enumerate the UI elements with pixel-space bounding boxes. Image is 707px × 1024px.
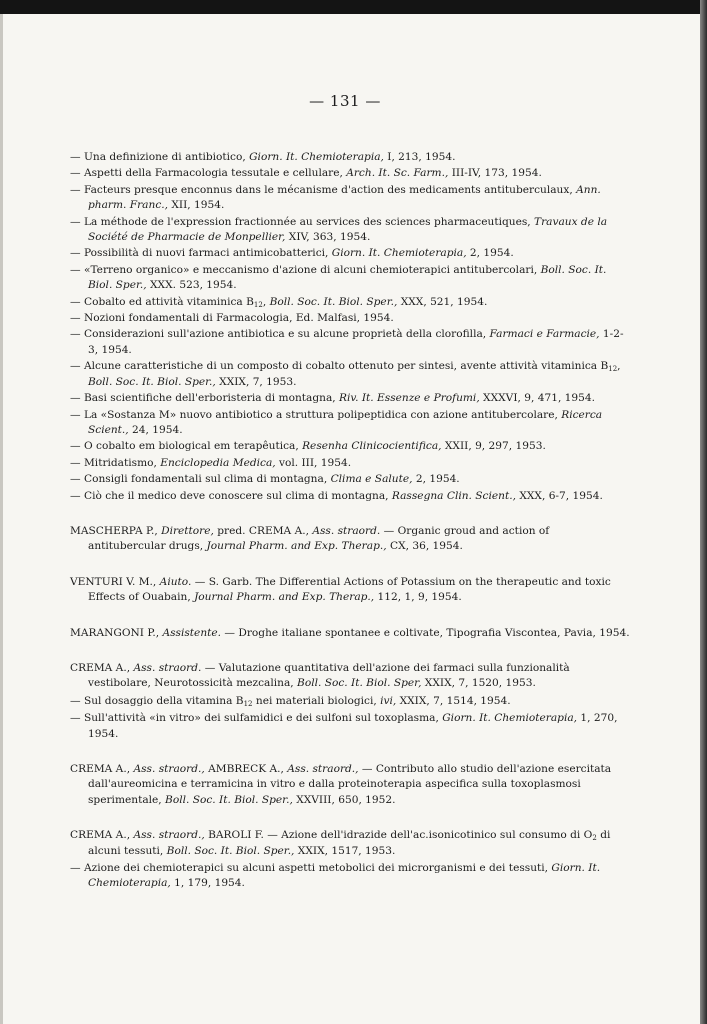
citation-text: — Consigli fondamentali sul clima di montagna, xyxy=(70,473,331,486)
journal-title: Riv. It. Essenze e Profumi, xyxy=(339,392,480,405)
journal-title: Ass. straord., xyxy=(133,829,205,842)
citation-text: XXXVI, 9, 471, 1954. xyxy=(479,392,596,405)
citation-entry xyxy=(70,359,630,390)
citation-text: XXIX, 1517, 1953. xyxy=(294,844,396,857)
citation-text: — Sul dosaggio della vitamina B xyxy=(70,694,244,707)
citation-entry xyxy=(70,391,630,406)
citation-entry xyxy=(70,166,630,181)
subscript: 12 xyxy=(243,699,253,708)
citation-text: XII, 1954. xyxy=(168,199,225,212)
bibliography xyxy=(70,150,630,894)
citation-entry xyxy=(70,711,630,742)
journal-title: Assistente. xyxy=(162,626,222,639)
citation-text: — Sull'attività «in vitro» dei sulfamidici e dei sulfoni sul toxoplasma, xyxy=(70,712,443,725)
citation-text: 1, 179, 1954. xyxy=(170,877,245,890)
citation-entry xyxy=(70,327,630,358)
citation-text: — S. Garb. The Differential Actions of Potassium on the therapeutic and toxic Effects of Ouabain, xyxy=(88,575,611,604)
citation-entry xyxy=(70,762,630,808)
journal-title: Aiuto. xyxy=(159,575,192,588)
citation-entry xyxy=(70,575,630,606)
citation-text: — La méthode de l'expression fractionnée au services des sciences pharmaceutiques, xyxy=(70,215,535,228)
citation-text: — Organic groud and action of antitubercular drugs, xyxy=(88,524,550,553)
citation-text: I, 213, 1954. xyxy=(383,151,456,163)
citation-text: — Cobalto ed attività vitaminica B xyxy=(70,295,254,308)
author-section xyxy=(70,828,630,892)
journal-title: Journal Pharm. and Exp. Therap., xyxy=(194,591,375,604)
citation-text: vol. III, 1954. xyxy=(275,456,352,469)
journal-title: Giorn. It. Chemioterapia, xyxy=(331,247,467,260)
journal-title: ivi, xyxy=(380,694,397,707)
citation-entry xyxy=(70,246,630,261)
citation-text: XIV, 363, 1954. xyxy=(285,231,371,244)
citation-text: AMBRECK A., xyxy=(204,763,288,775)
citation-text: — Azione dei chemioterapici su alcuni aspetti metobolici dei microrganismi e dei tessuti, xyxy=(70,862,552,875)
citation-entry xyxy=(70,295,630,310)
scan-border-top xyxy=(0,0,707,14)
journal-title: Boll. Soc. It. Biol. Sper, xyxy=(297,677,422,690)
citation-text: XXIX, 7, 1514, 1954. xyxy=(396,694,511,707)
citation-text: XXVIII, 650, 1952. xyxy=(292,793,396,806)
citation-text: 2, 1954. xyxy=(466,247,514,260)
intro-publication-list xyxy=(70,150,630,504)
journal-title: Journal Pharm. and Exp. Therap., xyxy=(206,540,387,553)
journal-title: Farmaci e Farmacie, xyxy=(489,328,600,341)
author-section xyxy=(70,524,630,555)
author-sections xyxy=(70,524,630,892)
citation-text: XXII, 9, 297, 1953. xyxy=(441,440,546,453)
scan-border-left xyxy=(0,14,3,1024)
citation-text: nei materiali biologici, xyxy=(252,694,381,707)
journal-title: Boll. Soc. It. Biol. Sper., xyxy=(165,793,293,806)
page-number: — 131 — xyxy=(309,92,381,110)
citation-text: XXX, 521, 1954. xyxy=(397,295,488,308)
citation-text: XXIX, 7, 1953. xyxy=(215,375,297,388)
author-section xyxy=(70,626,630,641)
citation-text: — Aspetti della Farmacologia tessutale e cellulare, xyxy=(70,167,347,180)
journal-title: Giorn. It. Chemioterapia, xyxy=(442,712,578,725)
citation-entry xyxy=(70,472,630,487)
citation-entry xyxy=(70,408,630,439)
citation-text: — Facteurs presque enconnus dans le mécanisme d'action des medicaments antituberculaux, xyxy=(70,183,577,196)
citation-text: pred. CREMA A., xyxy=(213,524,313,537)
citation-text: — Ciò che il medico deve conoscere sul clima di montagna, xyxy=(70,489,392,502)
citation-text: — Basi scientifiche dell'erboristeria di montagna, xyxy=(70,392,340,405)
citation-text: — Contributo allo studio dell'azione esercitata dall'aureomicina e terramicina in vitro e dalla proteinoterapia aspecifica sulla toxoplasmosi sperimentale, xyxy=(88,763,612,806)
author-section xyxy=(70,661,630,742)
journal-title: Ricerca Scient., xyxy=(88,408,603,436)
citation-text: — Una definizione di antibiotico, xyxy=(70,151,250,163)
citation-text: VENTURI V. M., xyxy=(70,575,160,588)
citation-text: 1, 270, 1954. xyxy=(88,712,618,740)
citation-entry xyxy=(70,861,630,892)
journal-title: Clima e Salute, xyxy=(330,473,413,486)
citation-text: 112, 1, 9, 1954. xyxy=(374,591,462,604)
citation-text: BAROLI F. — Azione dell'idrazide dell'ac.isonicotinico sul consumo di O xyxy=(204,829,593,842)
citation-entry xyxy=(70,661,630,692)
journal-title: Boll. Soc. It. Biol. Sper., xyxy=(269,295,398,308)
journal-title: Rassegna Clin. Scient., xyxy=(391,489,516,502)
journal-title: Ass. straord., xyxy=(287,763,359,775)
journal-title: Arch. It. Sc. Farm., xyxy=(346,167,449,180)
subscript: 2 xyxy=(592,834,597,843)
citation-text: , xyxy=(262,295,270,308)
journal-title: Ass. straord., xyxy=(133,763,205,775)
citation-text: CX, 36, 1954. xyxy=(386,540,463,553)
citation-entry xyxy=(70,263,630,294)
journal-title: Giorn. It. Chemioterapia, xyxy=(249,151,384,163)
citation-text: MARANGONI P., xyxy=(70,626,163,639)
citation-text: CREMA A., xyxy=(70,763,134,775)
citation-text: CREMA A., xyxy=(70,829,134,842)
citation-text: — Considerazioni sull'azione antibiotica e su alcune proprietà della clorofilla, xyxy=(70,328,490,341)
citation-text: — Mitridatismo, xyxy=(70,456,161,469)
citation-entry xyxy=(70,456,630,471)
citation-text: 2, 1954. xyxy=(412,473,460,486)
journal-title: Boll. Soc. It. Biol. Sper., xyxy=(88,263,607,292)
citation-text: 24, 1954. xyxy=(128,423,183,436)
author-section xyxy=(70,575,630,606)
citation-text: CREMA A., xyxy=(70,661,134,674)
journal-title: Giorn. It. Chemioterapia, xyxy=(88,862,601,890)
author-section xyxy=(70,762,630,808)
citation-text: — Alcune caratteristiche di un composto di cobalto ottenuto per sintesi, avente attività vitaminica B xyxy=(70,360,609,373)
citation-entry xyxy=(70,828,630,859)
journal-title: Ass. straord. xyxy=(133,661,202,674)
citation-entry xyxy=(70,215,630,246)
citation-text: XXIX, 7, 1520, 1953. xyxy=(421,677,536,690)
citation-text: — La «Sostanza M» nuovo antibiotico a struttura polipeptidica con azione antitubercolare, xyxy=(70,408,562,421)
citation-text: — Valutazione quantitativa dell'azione dei farmaci sulla funzionalità vestibolare, Neurotossicità mezcalina, xyxy=(88,661,570,690)
citation-text: III-IV, 173, 1954. xyxy=(448,167,542,180)
citation-text: XXX, 6-7, 1954. xyxy=(515,489,603,502)
citation-text: — O cobalto em biological em terapêutica, xyxy=(70,440,303,453)
citation-entry xyxy=(70,311,630,326)
citation-entry xyxy=(70,694,630,709)
journal-title: Enciclopedia Medica, xyxy=(160,456,276,469)
citation-entry xyxy=(70,489,630,504)
citation-entry xyxy=(70,524,630,555)
journal-title: Boll. Soc. It. Biol. Sper., xyxy=(166,844,295,857)
journal-title: Resenha Clinicocientifica, xyxy=(302,440,442,453)
journal-title: Ass. straord. xyxy=(312,524,381,537)
scan-border-right xyxy=(700,0,707,1024)
citation-text: — «Terreno organico» e meccanismo d'azione di alcuni chemioterapici antitubercolari, xyxy=(70,263,541,276)
journal-title: Boll. Soc. It. Biol. Sper., xyxy=(88,375,216,388)
citation-text: — Possibilità di nuovi farmaci antimicobatterici, xyxy=(70,247,332,260)
journal-title: Direttore, xyxy=(161,524,214,537)
journal-title: Travaux de la Société de Pharmacie de Monpellier, xyxy=(88,215,608,244)
citation-entry xyxy=(70,439,630,454)
citation-text: XXX. 523, 1954. xyxy=(146,279,237,292)
citation-text: 1-2-3, 1954. xyxy=(88,328,624,356)
citation-entry xyxy=(70,150,630,165)
citation-text: , xyxy=(617,360,621,373)
citation-text: — Droghe italiane spontanee e coltivate, Tipografia Viscontea, Pavia, 1954. xyxy=(221,626,630,639)
citation-entry xyxy=(70,626,630,641)
citation-text: — Nozioni fondamentali di Farmacologia, Ed. Malfasi, 1954. xyxy=(70,312,394,325)
subscript: 12 xyxy=(608,365,618,374)
subscript: 12 xyxy=(253,300,263,309)
citation-text: di alcuni tessuti, xyxy=(88,829,611,857)
citation-text: MASCHERPA P., xyxy=(70,524,162,537)
citation-entry xyxy=(70,183,630,214)
journal-title: Ann. pharm. Franc., xyxy=(88,183,601,212)
